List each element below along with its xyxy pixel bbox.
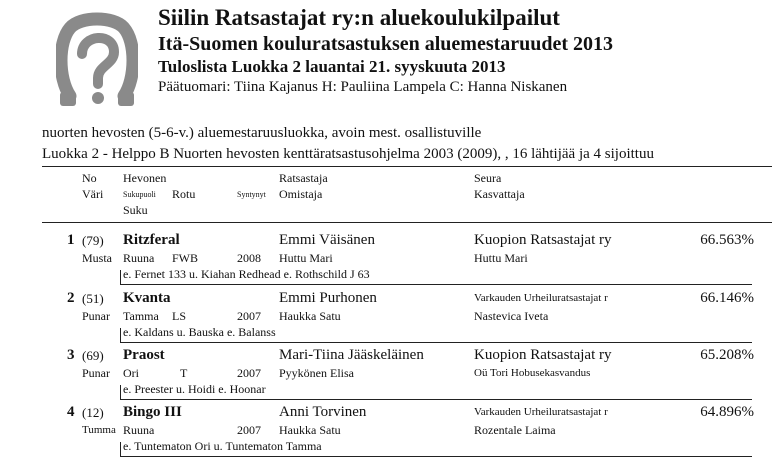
rank: 1 <box>67 232 75 248</box>
start-number: (51) <box>82 291 104 306</box>
page-subtitle: Itä-Suomen kouluratsastuksen aluemestaruudet 2013 <box>158 33 614 55</box>
club-name: Kuopion Ratsastajat ry <box>474 347 612 363</box>
col-breed: Rotu <box>172 187 196 201</box>
col-family: Suku <box>123 203 148 217</box>
horse-born: 2007 <box>237 423 261 437</box>
horse-sex: Ori <box>123 366 139 380</box>
horse-name: Ritzferal <box>123 232 180 248</box>
horse-name: Kvanta <box>123 290 171 306</box>
row-divider-tick <box>120 328 121 342</box>
score: 65.208% <box>700 347 754 363</box>
horse-name: Bingo III <box>123 404 182 420</box>
horse-born: 2007 <box>237 309 261 323</box>
start-number: (69) <box>82 348 104 363</box>
pedigree: e. Kaldans u. Bauska e. Balanss <box>123 325 276 339</box>
rider-name: Mari-Tiina Jääskeläinen <box>279 347 424 363</box>
row-divider-tick <box>120 442 121 456</box>
horse-color: Punar <box>82 309 110 323</box>
horse-color: Tumma <box>82 424 116 436</box>
score: 66.146% <box>700 290 754 306</box>
breeder-name: Rozentale Laima <box>474 423 556 437</box>
col-owner: Omistaja <box>279 187 323 201</box>
pedigree: e. Tuntematon Ori u. Tuntematon Tamma <box>123 439 322 453</box>
horse-sex: Ruuna <box>123 423 155 437</box>
horse-breed: T <box>180 366 188 380</box>
horse-color: Musta <box>82 251 112 265</box>
col-born: Syntynyt <box>237 190 266 199</box>
breeder-name: Oü Tori Hobusekasvandus <box>474 367 591 379</box>
horse-breed: FWB <box>172 251 199 265</box>
rank: 3 <box>67 347 75 363</box>
pedigree: e. Fernet 133 u. Kiahan Redhead e. Rothschild J 63 <box>123 267 370 281</box>
col-rider: Ratsastaja <box>279 171 328 185</box>
class-program: Luokka 2 - Helppo B Nuorten hevosten kenttäratsastusohjelma 2003 (2009), , 16 lähtijää ja 4 sijoittuu <box>42 146 654 162</box>
row-divider-tick <box>120 270 121 284</box>
rank: 2 <box>67 290 75 306</box>
class-description: nuorten hevosten (5-6-v.) aluemestaruusluokka, avoin mest. osallistuville <box>42 125 482 141</box>
score: 66.563% <box>700 232 754 248</box>
col-breeder: Kasvattaja <box>474 187 525 201</box>
breeder-name: Huttu Mari <box>474 251 528 265</box>
judges-line: Päätuomari: Tiina Kajanus H: Pauliina Lampela C: Hanna Niskanen <box>158 79 568 95</box>
page-title: Siilin Ratsastajat ry:n aluekoulukilpailut <box>158 5 560 30</box>
row-divider-tick <box>120 385 121 399</box>
club-name: Kuopion Ratsastajat ry <box>474 232 612 248</box>
horse-sex: Ruuna <box>123 251 155 265</box>
club-name: Varkauden Urheiluratsastajat r <box>474 292 608 304</box>
col-no: No <box>82 171 97 185</box>
horse-color: Punar <box>82 366 110 380</box>
question-horseshoe-logo <box>56 12 138 114</box>
horse-sex: Tamma <box>123 309 159 323</box>
owner-name: Haukka Satu <box>279 309 341 323</box>
rank: 4 <box>67 404 75 420</box>
owner-name: Huttu Mari <box>279 251 333 265</box>
horse-breed: LS <box>172 309 187 323</box>
score: 64.896% <box>700 404 754 420</box>
col-club: Seura <box>474 171 502 185</box>
row-divider <box>120 399 752 400</box>
start-number: (12) <box>82 405 104 420</box>
club-name: Varkauden Urheiluratsastajat r <box>474 406 608 418</box>
start-number: (79) <box>82 233 104 248</box>
owner-name: Pyykönen Elisa <box>279 366 354 380</box>
row-divider <box>120 456 752 457</box>
col-sex: Sukupuoli <box>123 190 156 199</box>
pedigree: e. Preester u. Hoidi e. Hoonar <box>123 382 266 396</box>
row-divider <box>120 284 752 285</box>
owner-name: Haukka Satu <box>279 423 341 437</box>
horse-born: 2007 <box>237 366 261 380</box>
col-horse: Hevonen <box>123 171 167 185</box>
header-divider-top <box>42 166 772 167</box>
horse-born: 2008 <box>237 251 261 265</box>
row-divider <box>120 342 752 343</box>
result-list-title: Tuloslista Luokka 2 lauantai 21. syyskuuta 2013 <box>158 57 506 76</box>
rider-name: Anni Torvinen <box>279 404 367 420</box>
rider-name: Emmi Purhonen <box>279 290 377 306</box>
rider-name: Emmi Väisänen <box>279 232 375 248</box>
col-color: Väri <box>82 187 104 201</box>
breeder-name: Nastevica Iveta <box>474 309 549 323</box>
horse-name: Praost <box>123 347 165 363</box>
header-divider-bottom <box>42 222 772 223</box>
